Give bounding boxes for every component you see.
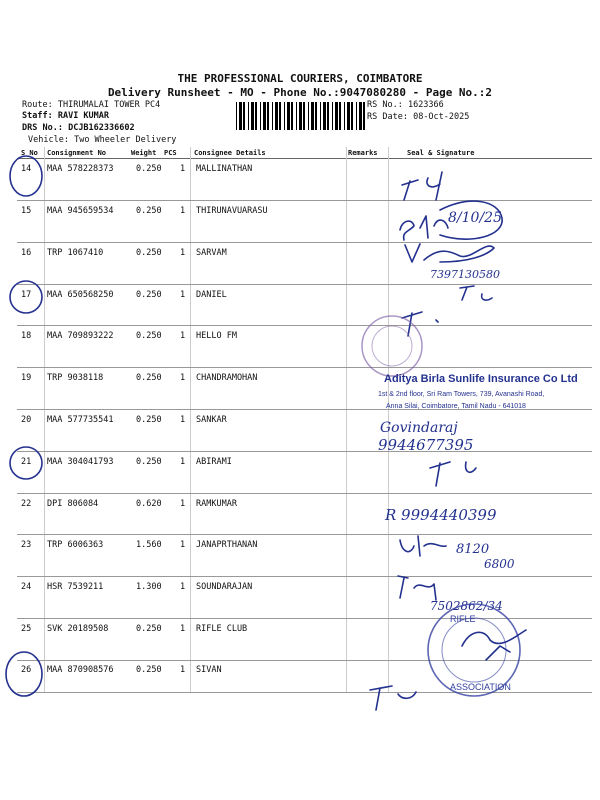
row-weight: 0.250 [136, 290, 162, 300]
route-value: THIRUMALAI TOWER PC4 [57, 100, 161, 110]
circle-mark [6, 652, 42, 696]
company-title: THE PROFESSIONAL COURIERS, COIMBATORE [177, 72, 423, 85]
row-pcs: 1 [180, 665, 186, 675]
handwritten-number: 8120 [456, 542, 490, 557]
signature [402, 312, 438, 336]
row-consignment: MAA 577735541 [47, 415, 114, 425]
stamp-address-2: Anna Silai, Coimbatore, Tamil Nadu - 641018 [386, 403, 526, 410]
row-weight: 0.250 [136, 248, 162, 258]
row-consignee: RIFLE CLUB [196, 624, 248, 634]
row-consignee: SOUNDARAJAN [196, 582, 253, 592]
row-consignment: TRP 9038118 [47, 373, 104, 383]
row-consignee: SARVAM [196, 248, 227, 258]
row-weight: 1.560 [136, 540, 162, 550]
row-sno: 15 [21, 206, 32, 216]
row-pcs: 1 [180, 624, 186, 634]
vehicle-value: Two Wheeler Delivery [74, 135, 177, 145]
signature [405, 244, 494, 262]
row-consignee: SANKAR [196, 415, 227, 425]
row-weight: 0.250 [136, 624, 162, 634]
row-sno: 21 [21, 457, 32, 467]
row-consignment: MAA 709893222 [47, 331, 114, 341]
row-pcs: 1 [180, 248, 186, 258]
row-consignment: SVK 20189508 [47, 624, 109, 634]
row-pcs: 1 [180, 331, 186, 341]
row-sno: 14 [21, 164, 32, 174]
handwritten-number: 6800 [484, 557, 515, 571]
row-sno: 26 [21, 665, 32, 675]
row-consignee: DANIEL [196, 290, 227, 300]
rs-date-value: 08-Oct-2025 [413, 112, 470, 122]
row-consignment: MAA 304041793 [47, 457, 114, 467]
row-consignee: THIRUNAVUARASU [196, 206, 268, 216]
signature [370, 686, 416, 710]
runsheet-title: Delivery Runsheet - MO - Phone No.:9047080280 - Page No.:2 [107, 86, 493, 99]
row-sno: 17 [21, 290, 32, 300]
row-consignee: ABIRAMI [196, 457, 232, 467]
col-seal: Seal & Signature [407, 149, 475, 157]
stamp-address-1: 1st & 2nd floor, Sri Ram Towers, 739, Avanashi Road, [378, 391, 545, 398]
row-weight: 0.250 [136, 206, 162, 216]
row-sno: 19 [21, 373, 32, 383]
rs-no-value: 1623366 [407, 100, 444, 110]
row-consignment: MAA 945659534 [47, 206, 114, 216]
signature [460, 286, 492, 300]
stamp-company: Aditya Birla Sunlife Insurance Co Ltd [384, 373, 578, 385]
drs-value: DCJB162336602 [68, 123, 135, 133]
row-consignment: TRP 1067410 [47, 248, 104, 258]
round-stamp [362, 316, 422, 376]
row-weight: 0.250 [136, 665, 162, 675]
row-weight: 0.250 [136, 373, 162, 383]
staff-label: Staff: [22, 111, 53, 121]
circle-mark [10, 156, 42, 196]
drs-label: DRS No.: [22, 123, 63, 133]
row-weight: 0.250 [136, 415, 162, 425]
row-consignee: CHANDRAMOHAN [196, 373, 258, 383]
signature [400, 216, 448, 240]
handwritten-phone: 7397130580 [430, 268, 500, 281]
handwritten-phone: R 9994440399 [385, 506, 497, 524]
row-pcs: 1 [180, 457, 186, 467]
handwritten-date: 8/10/25 [448, 210, 502, 226]
col-consignee: Consignee Details [194, 149, 266, 157]
row-pcs: 1 [180, 164, 186, 174]
handwritten-phone: 9944677395 [378, 436, 474, 454]
row-sno: 18 [21, 331, 32, 341]
rs-date-label: RS Date: [367, 112, 408, 122]
circle-mark [10, 447, 42, 479]
handwritten-note: 7502862/34 [430, 599, 503, 613]
row-sno: 20 [21, 415, 32, 425]
row-consignment: TRP 6006363 [47, 540, 104, 550]
signature [402, 172, 442, 200]
row-weight: 0.250 [136, 457, 162, 467]
row-weight: 1.300 [136, 582, 162, 592]
row-weight: 0.250 [136, 331, 162, 341]
row-sno: 22 [21, 499, 32, 509]
row-consignee: MALLINATHAN [196, 164, 253, 174]
signature [400, 536, 446, 556]
handwritten-name: Govindaraj [380, 420, 458, 436]
row-consignment: MAA 650568250 [47, 290, 114, 300]
row-weight: 0.250 [136, 164, 162, 174]
row-pcs: 1 [180, 499, 186, 509]
row-consignee: JANAPRTHANAN [196, 540, 258, 550]
row-weight: 0.620 [136, 499, 162, 509]
row-consignment: HSR 7539211 [47, 582, 104, 592]
circle-mark [10, 281, 42, 313]
row-consignee: RAMKUMAR [196, 499, 237, 509]
signature [430, 462, 476, 486]
row-sno: 16 [21, 248, 32, 258]
col-consignment: Consignment No [47, 149, 107, 157]
stamp-association-text: ASSOCIATION [450, 682, 511, 692]
row-sno: 24 [21, 582, 32, 592]
row-pcs: 1 [180, 290, 186, 300]
row-sno: 25 [21, 624, 32, 634]
col-remarks: Remarks [348, 149, 378, 157]
row-pcs: 1 [180, 582, 186, 592]
row-sno: 23 [21, 540, 32, 550]
row-consignment: MAA 870908576 [47, 665, 114, 675]
stamp-rifle-text: RIFLE [450, 614, 476, 624]
signature [462, 630, 526, 660]
col-pcs: PCS [164, 149, 177, 157]
row-pcs: 1 [180, 415, 186, 425]
row-consignee: SIVAN [196, 665, 222, 675]
col-sno: S No [21, 149, 38, 157]
row-consignment: DPI 806084 [47, 499, 99, 509]
row-consignment: MAA 578228373 [47, 164, 114, 174]
row-pcs: 1 [180, 373, 186, 383]
rs-no-label: RS No.: [367, 100, 403, 110]
vehicle-label: Vehicle: [28, 135, 69, 145]
round-stamp [372, 326, 412, 366]
staff-value: RAVI KUMAR [57, 111, 110, 121]
row-consignee: HELLO FM [196, 331, 237, 341]
signature [398, 576, 436, 600]
row-pcs: 1 [180, 540, 186, 550]
route-label: Route: [22, 100, 53, 110]
col-weight: Weight [131, 149, 157, 157]
row-pcs: 1 [180, 206, 186, 216]
